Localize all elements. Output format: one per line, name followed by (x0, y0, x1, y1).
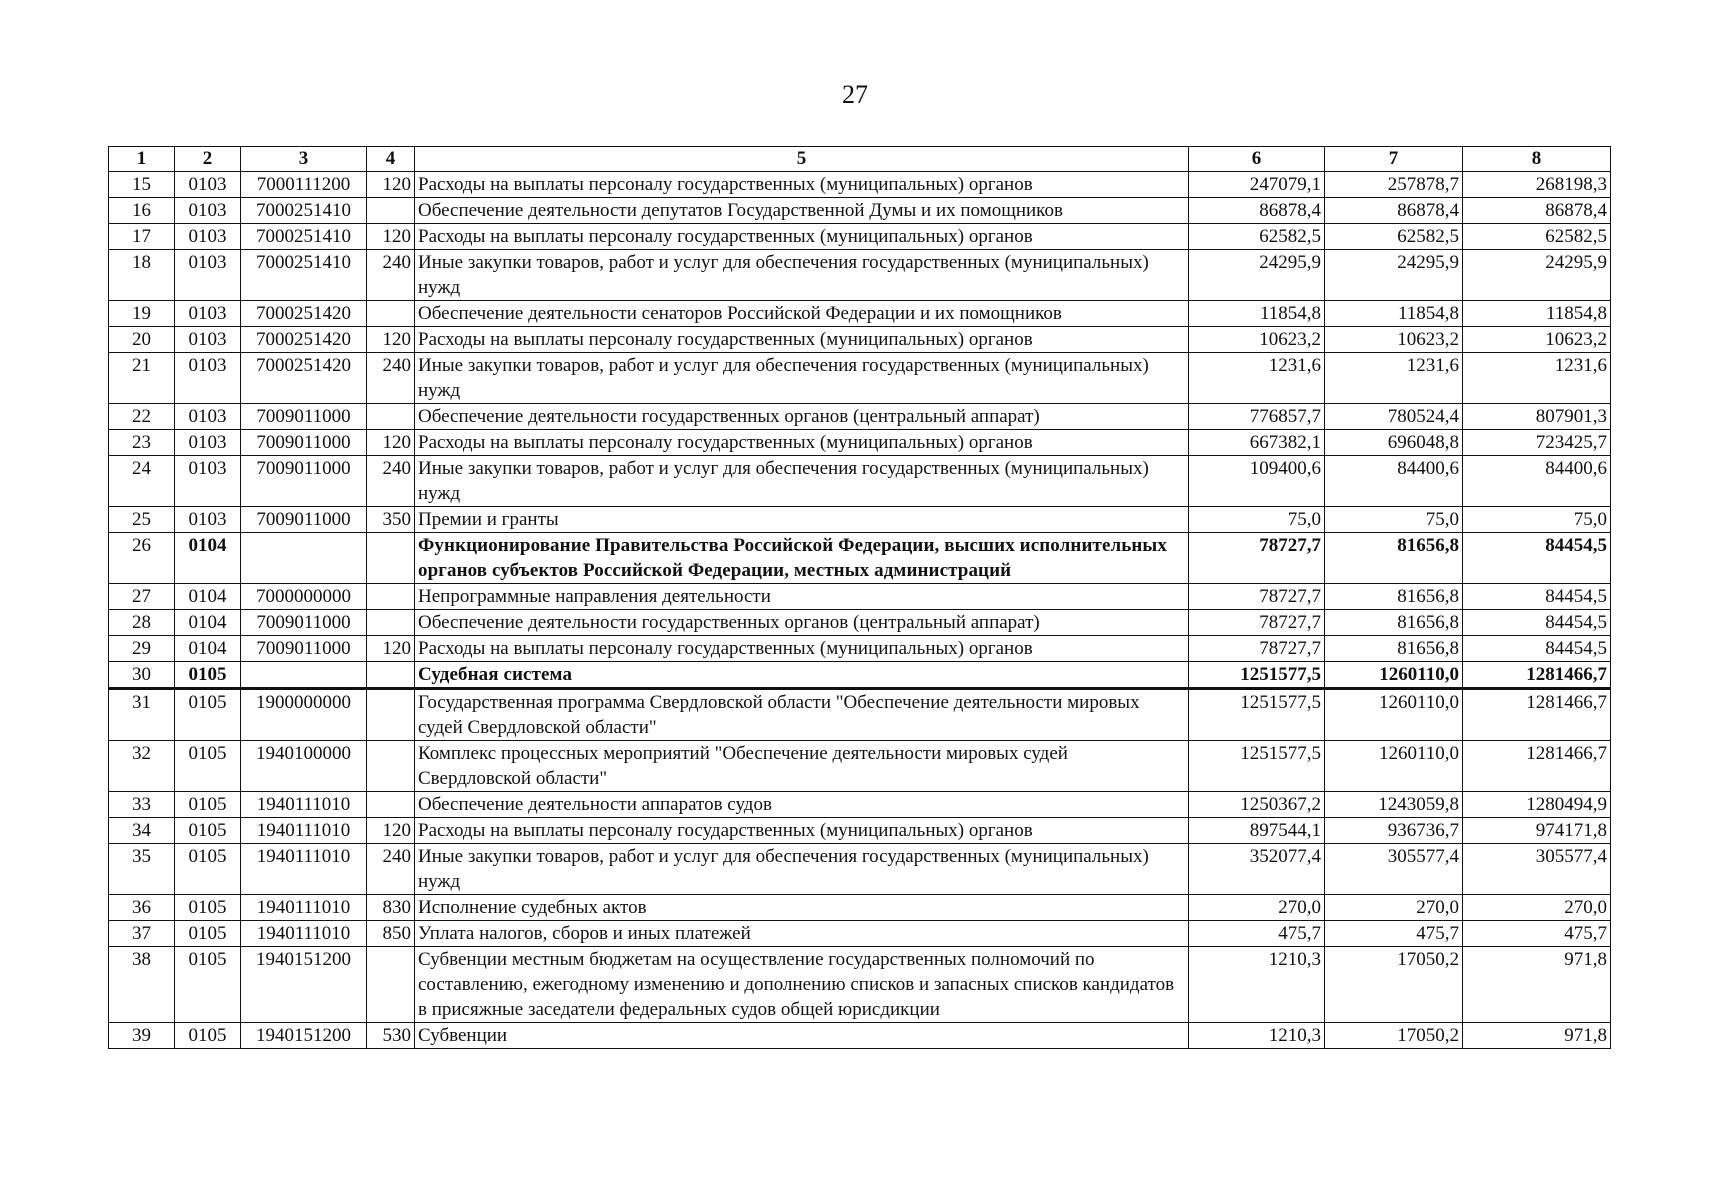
item-name-cell: Расходы на выплаты персоналу государственных (муниципальных) органов (415, 430, 1189, 456)
amount-col6-cell: 270,0 (1189, 895, 1325, 921)
amount-col6-cell: 78727,7 (1189, 584, 1325, 610)
expense-type-cell: 530 (367, 1023, 415, 1049)
table-row (109, 533, 1611, 584)
row-number-cell: 18 (109, 250, 175, 301)
amount-col8-cell: 268198,3 (1463, 172, 1611, 198)
amount-col6-cell: 1251577,5 (1189, 689, 1325, 741)
amount-col8-cell: 270,0 (1463, 895, 1611, 921)
amount-col8-cell: 1281466,7 (1463, 689, 1611, 741)
amount-col7-cell: 86878,4 (1325, 198, 1463, 224)
table-row (109, 301, 1611, 327)
amount-col8-cell: 807901,3 (1463, 404, 1611, 430)
item-name-cell: Обеспечение деятельности сенаторов Российской Федерации и их помощников (415, 301, 1189, 327)
amount-col8-cell: 974171,8 (1463, 818, 1611, 844)
amount-col7-cell: 780524,4 (1325, 404, 1463, 430)
section-code-cell: 0104 (175, 584, 241, 610)
target-article-cell: 7009011000 (241, 404, 367, 430)
table-row (109, 895, 1611, 921)
item-name-cell: Обеспечение деятельности государственных органов (центральный аппарат) (415, 610, 1189, 636)
amount-col6-cell: 1231,6 (1189, 353, 1325, 404)
target-article-cell: 7000251410 (241, 250, 367, 301)
row-number-cell: 32 (109, 741, 175, 792)
amount-col8-cell: 305577,4 (1463, 844, 1611, 895)
table-body (109, 172, 1611, 1049)
item-name-cell: Иные закупки товаров, работ и услуг для обеспечения государственных (муниципальных) нужд (415, 353, 1189, 404)
target-article-cell: 7000111200 (241, 172, 367, 198)
amount-col6-cell: 11854,8 (1189, 301, 1325, 327)
page-number: 27 (842, 80, 868, 109)
amount-col6-cell: 1251577,5 (1189, 741, 1325, 792)
amount-col7-cell: 1243059,8 (1325, 792, 1463, 818)
section-code-cell: 0105 (175, 689, 241, 741)
expense-type-cell: 120 (367, 430, 415, 456)
expense-type-cell (367, 404, 415, 430)
target-article-cell: 7009011000 (241, 456, 367, 507)
target-article-cell: 7000251420 (241, 327, 367, 353)
target-article-cell: 1940111010 (241, 792, 367, 818)
header-cell: 2 (175, 147, 241, 172)
row-number-cell: 22 (109, 404, 175, 430)
target-article-cell: 7000251420 (241, 301, 367, 327)
amount-col7-cell: 1231,6 (1325, 353, 1463, 404)
amount-col7-cell: 11854,8 (1325, 301, 1463, 327)
table-row (109, 327, 1611, 353)
item-name-cell: Иные закупки товаров, работ и услуг для обеспечения государственных (муниципальных) нужд (415, 456, 1189, 507)
amount-col6-cell: 109400,6 (1189, 456, 1325, 507)
target-article-cell: 1940151200 (241, 947, 367, 1023)
amount-col7-cell: 81656,8 (1325, 533, 1463, 584)
target-article-cell: 7000251410 (241, 224, 367, 250)
amount-col8-cell: 24295,9 (1463, 250, 1611, 301)
item-name-cell: Субвенции (415, 1023, 1189, 1049)
target-article-cell: 1940111010 (241, 818, 367, 844)
item-name-cell: Государственная программа Свердловской области "Обеспечение деятельности мировых судей Свердловской области" (415, 689, 1189, 741)
table-row (109, 921, 1611, 947)
amount-col6-cell: 667382,1 (1189, 430, 1325, 456)
row-number-cell: 38 (109, 947, 175, 1023)
target-article-cell: 7009011000 (241, 507, 367, 533)
section-code-cell: 0103 (175, 456, 241, 507)
amount-col6-cell: 352077,4 (1189, 844, 1325, 895)
table-row (109, 844, 1611, 895)
amount-col7-cell: 475,7 (1325, 921, 1463, 947)
table-row (109, 198, 1611, 224)
header-cell: 8 (1463, 147, 1611, 172)
row-number-cell: 27 (109, 584, 175, 610)
header-cell: 5 (415, 147, 1189, 172)
amount-col7-cell: 1260110,0 (1325, 741, 1463, 792)
item-name-cell: Обеспечение деятельности депутатов Государственной Думы и их помощников (415, 198, 1189, 224)
amount-col6-cell: 24295,9 (1189, 250, 1325, 301)
amount-col6-cell: 86878,4 (1189, 198, 1325, 224)
row-number-cell: 15 (109, 172, 175, 198)
table-row (109, 172, 1611, 198)
expense-type-cell (367, 198, 415, 224)
item-name-cell: Премии и гранты (415, 507, 1189, 533)
table-row (109, 507, 1611, 533)
section-code-cell: 0105 (175, 792, 241, 818)
amount-col8-cell: 84454,5 (1463, 533, 1611, 584)
table-row (109, 353, 1611, 404)
section-code-cell: 0105 (175, 741, 241, 792)
target-article-cell (241, 533, 367, 584)
amount-col6-cell: 78727,7 (1189, 636, 1325, 662)
table-row (109, 636, 1611, 662)
target-article-cell: 7009011000 (241, 610, 367, 636)
target-article-cell: 1940100000 (241, 741, 367, 792)
row-number-cell: 34 (109, 818, 175, 844)
section-code-cell: 0104 (175, 636, 241, 662)
amount-col7-cell: 75,0 (1325, 507, 1463, 533)
header-row (109, 147, 1611, 172)
amount-col6-cell: 75,0 (1189, 507, 1325, 533)
row-number-cell: 33 (109, 792, 175, 818)
table-row (109, 456, 1611, 507)
item-name-cell: Обеспечение деятельности государственных органов (центральный аппарат) (415, 404, 1189, 430)
amount-col7-cell: 24295,9 (1325, 250, 1463, 301)
amount-col7-cell: 305577,4 (1325, 844, 1463, 895)
row-number-cell: 31 (109, 689, 175, 741)
section-code-cell: 0103 (175, 250, 241, 301)
amount-col6-cell: 1210,3 (1189, 1023, 1325, 1049)
section-code-cell: 0103 (175, 198, 241, 224)
header-cell: 4 (367, 147, 415, 172)
section-code-cell: 0105 (175, 1023, 241, 1049)
item-name-cell: Судебная система (415, 662, 1189, 689)
amount-col6-cell: 10623,2 (1189, 327, 1325, 353)
table-row (109, 689, 1611, 741)
row-number-cell: 39 (109, 1023, 175, 1049)
item-name-cell: Иные закупки товаров, работ и услуг для обеспечения государственных (муниципальных) нужд (415, 250, 1189, 301)
section-code-cell: 0105 (175, 818, 241, 844)
table-row (109, 662, 1611, 689)
item-name-cell: Функционирование Правительства Российской Федерации, высших исполнительных органов субъектов Российской Федерации, местных администраций (415, 533, 1189, 584)
item-name-cell: Расходы на выплаты персоналу государственных (муниципальных) органов (415, 327, 1189, 353)
expense-type-cell (367, 741, 415, 792)
target-article-cell: 7009011000 (241, 636, 367, 662)
expense-type-cell: 240 (367, 844, 415, 895)
amount-col7-cell: 696048,8 (1325, 430, 1463, 456)
expense-type-cell (367, 533, 415, 584)
expense-type-cell: 350 (367, 507, 415, 533)
row-number-cell: 35 (109, 844, 175, 895)
expense-type-cell (367, 301, 415, 327)
amount-col8-cell: 75,0 (1463, 507, 1611, 533)
budget-table (108, 146, 1611, 1049)
section-code-cell: 0103 (175, 430, 241, 456)
row-number-cell: 19 (109, 301, 175, 327)
amount-col7-cell: 936736,7 (1325, 818, 1463, 844)
amount-col6-cell: 247079,1 (1189, 172, 1325, 198)
section-code-cell: 0103 (175, 301, 241, 327)
row-number-cell: 28 (109, 610, 175, 636)
amount-col6-cell: 78727,7 (1189, 610, 1325, 636)
target-article-cell: 7000251420 (241, 353, 367, 404)
section-code-cell: 0105 (175, 662, 241, 689)
amount-col8-cell: 84400,6 (1463, 456, 1611, 507)
section-code-cell: 0105 (175, 947, 241, 1023)
target-article-cell: 1940111010 (241, 921, 367, 947)
target-article-cell: 7000000000 (241, 584, 367, 610)
amount-col7-cell: 270,0 (1325, 895, 1463, 921)
amount-col7-cell: 81656,8 (1325, 636, 1463, 662)
expense-type-cell (367, 947, 415, 1023)
table-row (109, 818, 1611, 844)
amount-col8-cell: 84454,5 (1463, 636, 1611, 662)
expense-type-cell: 120 (367, 224, 415, 250)
row-number-cell: 20 (109, 327, 175, 353)
table-row (109, 1023, 1611, 1049)
item-name-cell: Расходы на выплаты персоналу государственных (муниципальных) органов (415, 172, 1189, 198)
amount-col6-cell: 1210,3 (1189, 947, 1325, 1023)
row-number-cell: 24 (109, 456, 175, 507)
table-row (109, 224, 1611, 250)
amount-col7-cell: 10623,2 (1325, 327, 1463, 353)
expense-type-cell (367, 662, 415, 689)
item-name-cell: Уплата налогов, сборов и иных платежей (415, 921, 1189, 947)
row-number-cell: 26 (109, 533, 175, 584)
target-article-cell: 1940151200 (241, 1023, 367, 1049)
item-name-cell: Непрограммные направления деятельности (415, 584, 1189, 610)
item-name-cell: Расходы на выплаты персоналу государственных (муниципальных) органов (415, 636, 1189, 662)
expense-type-cell: 850 (367, 921, 415, 947)
expense-type-cell (367, 792, 415, 818)
amount-col7-cell: 84400,6 (1325, 456, 1463, 507)
expense-type-cell: 120 (367, 172, 415, 198)
section-code-cell: 0105 (175, 921, 241, 947)
amount-col8-cell: 1281466,7 (1463, 741, 1611, 792)
amount-col8-cell: 84454,5 (1463, 610, 1611, 636)
amount-col6-cell: 897544,1 (1189, 818, 1325, 844)
amount-col8-cell: 475,7 (1463, 921, 1611, 947)
amount-col8-cell: 1280494,9 (1463, 792, 1611, 818)
target-article-cell: 1940111010 (241, 844, 367, 895)
expense-type-cell: 240 (367, 250, 415, 301)
header-cell: 3 (241, 147, 367, 172)
item-name-cell: Комплекс процессных мероприятий "Обеспечение деятельности мировых судей Свердловской области" (415, 741, 1189, 792)
amount-col6-cell: 1251577,5 (1189, 662, 1325, 689)
table-row (109, 250, 1611, 301)
amount-col7-cell: 1260110,0 (1325, 662, 1463, 689)
section-code-cell: 0103 (175, 224, 241, 250)
amount-col7-cell: 17050,2 (1325, 1023, 1463, 1049)
expense-type-cell: 240 (367, 353, 415, 404)
row-number-cell: 23 (109, 430, 175, 456)
row-number-cell: 36 (109, 895, 175, 921)
row-number-cell: 21 (109, 353, 175, 404)
expense-type-cell: 120 (367, 636, 415, 662)
target-article-cell (241, 662, 367, 689)
section-code-cell: 0103 (175, 353, 241, 404)
row-number-cell: 30 (109, 662, 175, 689)
row-number-cell: 29 (109, 636, 175, 662)
target-article-cell: 1900000000 (241, 689, 367, 741)
amount-col8-cell: 10623,2 (1463, 327, 1611, 353)
amount-col6-cell: 1250367,2 (1189, 792, 1325, 818)
expense-type-cell: 830 (367, 895, 415, 921)
amount-col8-cell: 971,8 (1463, 947, 1611, 1023)
expense-type-cell (367, 610, 415, 636)
amount-col8-cell: 1231,6 (1463, 353, 1611, 404)
amount-col7-cell: 17050,2 (1325, 947, 1463, 1023)
item-name-cell: Расходы на выплаты персоналу государственных (муниципальных) органов (415, 818, 1189, 844)
amount-col8-cell: 62582,5 (1463, 224, 1611, 250)
item-name-cell: Иные закупки товаров, работ и услуг для обеспечения государственных (муниципальных) нужд (415, 844, 1189, 895)
amount-col8-cell: 1281466,7 (1463, 662, 1611, 689)
amount-col8-cell: 11854,8 (1463, 301, 1611, 327)
row-number-cell: 25 (109, 507, 175, 533)
amount-col7-cell: 81656,8 (1325, 584, 1463, 610)
section-code-cell: 0103 (175, 172, 241, 198)
section-code-cell: 0105 (175, 844, 241, 895)
expense-type-cell: 120 (367, 818, 415, 844)
amount-col8-cell: 971,8 (1463, 1023, 1611, 1049)
row-number-cell: 16 (109, 198, 175, 224)
amount-col8-cell: 723425,7 (1463, 430, 1611, 456)
item-name-cell: Расходы на выплаты персоналу государственных (муниципальных) органов (415, 224, 1189, 250)
section-code-cell: 0103 (175, 507, 241, 533)
header-cell: 6 (1189, 147, 1325, 172)
item-name-cell: Исполнение судебных актов (415, 895, 1189, 921)
expense-type-cell: 240 (367, 456, 415, 507)
amount-col7-cell: 62582,5 (1325, 224, 1463, 250)
table-row (109, 584, 1611, 610)
amount-col8-cell: 86878,4 (1463, 198, 1611, 224)
header-cell: 1 (109, 147, 175, 172)
item-name-cell: Субвенции местным бюджетам на осуществление государственных полномочий по составлению, ежегодному изменению и дополнению списков и запасных списков кандидатов в присяжные заседатели федеральных судов общей юрисдикции (415, 947, 1189, 1023)
table-row (109, 947, 1611, 1023)
table-row (109, 430, 1611, 456)
amount-col6-cell: 776857,7 (1189, 404, 1325, 430)
section-code-cell: 0104 (175, 610, 241, 636)
target-article-cell: 7000251410 (241, 198, 367, 224)
section-code-cell: 0105 (175, 895, 241, 921)
header-cell: 7 (1325, 147, 1463, 172)
table-row (109, 741, 1611, 792)
amount-col7-cell: 1260110,0 (1325, 689, 1463, 741)
amount-col8-cell: 84454,5 (1463, 584, 1611, 610)
target-article-cell: 1940111010 (241, 895, 367, 921)
amount-col7-cell: 257878,7 (1325, 172, 1463, 198)
table-row (109, 404, 1611, 430)
amount-col6-cell: 78727,7 (1189, 533, 1325, 584)
amount-col6-cell: 475,7 (1189, 921, 1325, 947)
row-number-cell: 37 (109, 921, 175, 947)
amount-col7-cell: 81656,8 (1325, 610, 1463, 636)
target-article-cell: 7009011000 (241, 430, 367, 456)
section-code-cell: 0103 (175, 327, 241, 353)
table-row (109, 610, 1611, 636)
amount-col6-cell: 62582,5 (1189, 224, 1325, 250)
expense-type-cell (367, 584, 415, 610)
section-code-cell: 0104 (175, 533, 241, 584)
item-name-cell: Обеспечение деятельности аппаратов судов (415, 792, 1189, 818)
section-code-cell: 0103 (175, 404, 241, 430)
row-number-cell: 17 (109, 224, 175, 250)
table-row (109, 792, 1611, 818)
expense-type-cell (367, 689, 415, 741)
expense-type-cell: 120 (367, 327, 415, 353)
